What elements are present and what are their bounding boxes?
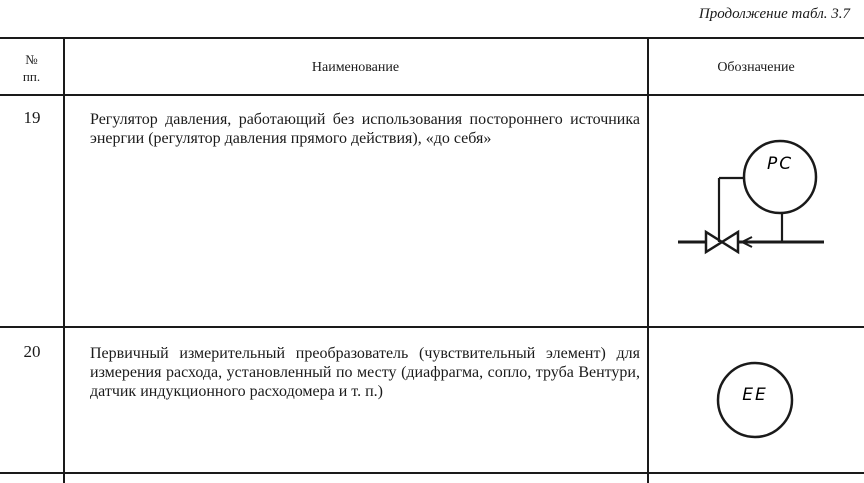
header-symbol-label: Обозначение — [717, 60, 795, 75]
row-description: Первичный измерительный преобразователь (чувствительный элемент) для измерения расхода, установленный по месту (диафрагма, сопло, труба Вентури, датчик индукционного расходомера и т. п.) — [90, 345, 640, 400]
symbol-label: EE — [742, 385, 768, 405]
row-divider — [0, 326, 864, 328]
pressure-regulator-valve-icon — [672, 135, 832, 275]
table-top-rule — [0, 37, 864, 39]
row-divider — [0, 472, 864, 474]
column-divider — [63, 37, 65, 483]
row-number: 19 — [23, 108, 41, 127]
header-bottom-rule — [0, 94, 864, 96]
row-description: Регулятор давления, работающий без использования постороннего источника энергии (регулятор давления прямого действия), «до себя» — [90, 111, 640, 147]
header-num-label: № — [25, 52, 38, 67]
row-number: 20 — [23, 342, 41, 361]
symbol-label: PC — [766, 154, 794, 174]
header-name-label: Наименование — [311, 60, 400, 75]
header-num-label-sub: пп. — [22, 69, 41, 84]
table-caption: Продолжение табл. 3.7 — [698, 6, 850, 22]
column-divider — [647, 37, 649, 483]
primary-sensor-circle-icon — [713, 358, 803, 448]
